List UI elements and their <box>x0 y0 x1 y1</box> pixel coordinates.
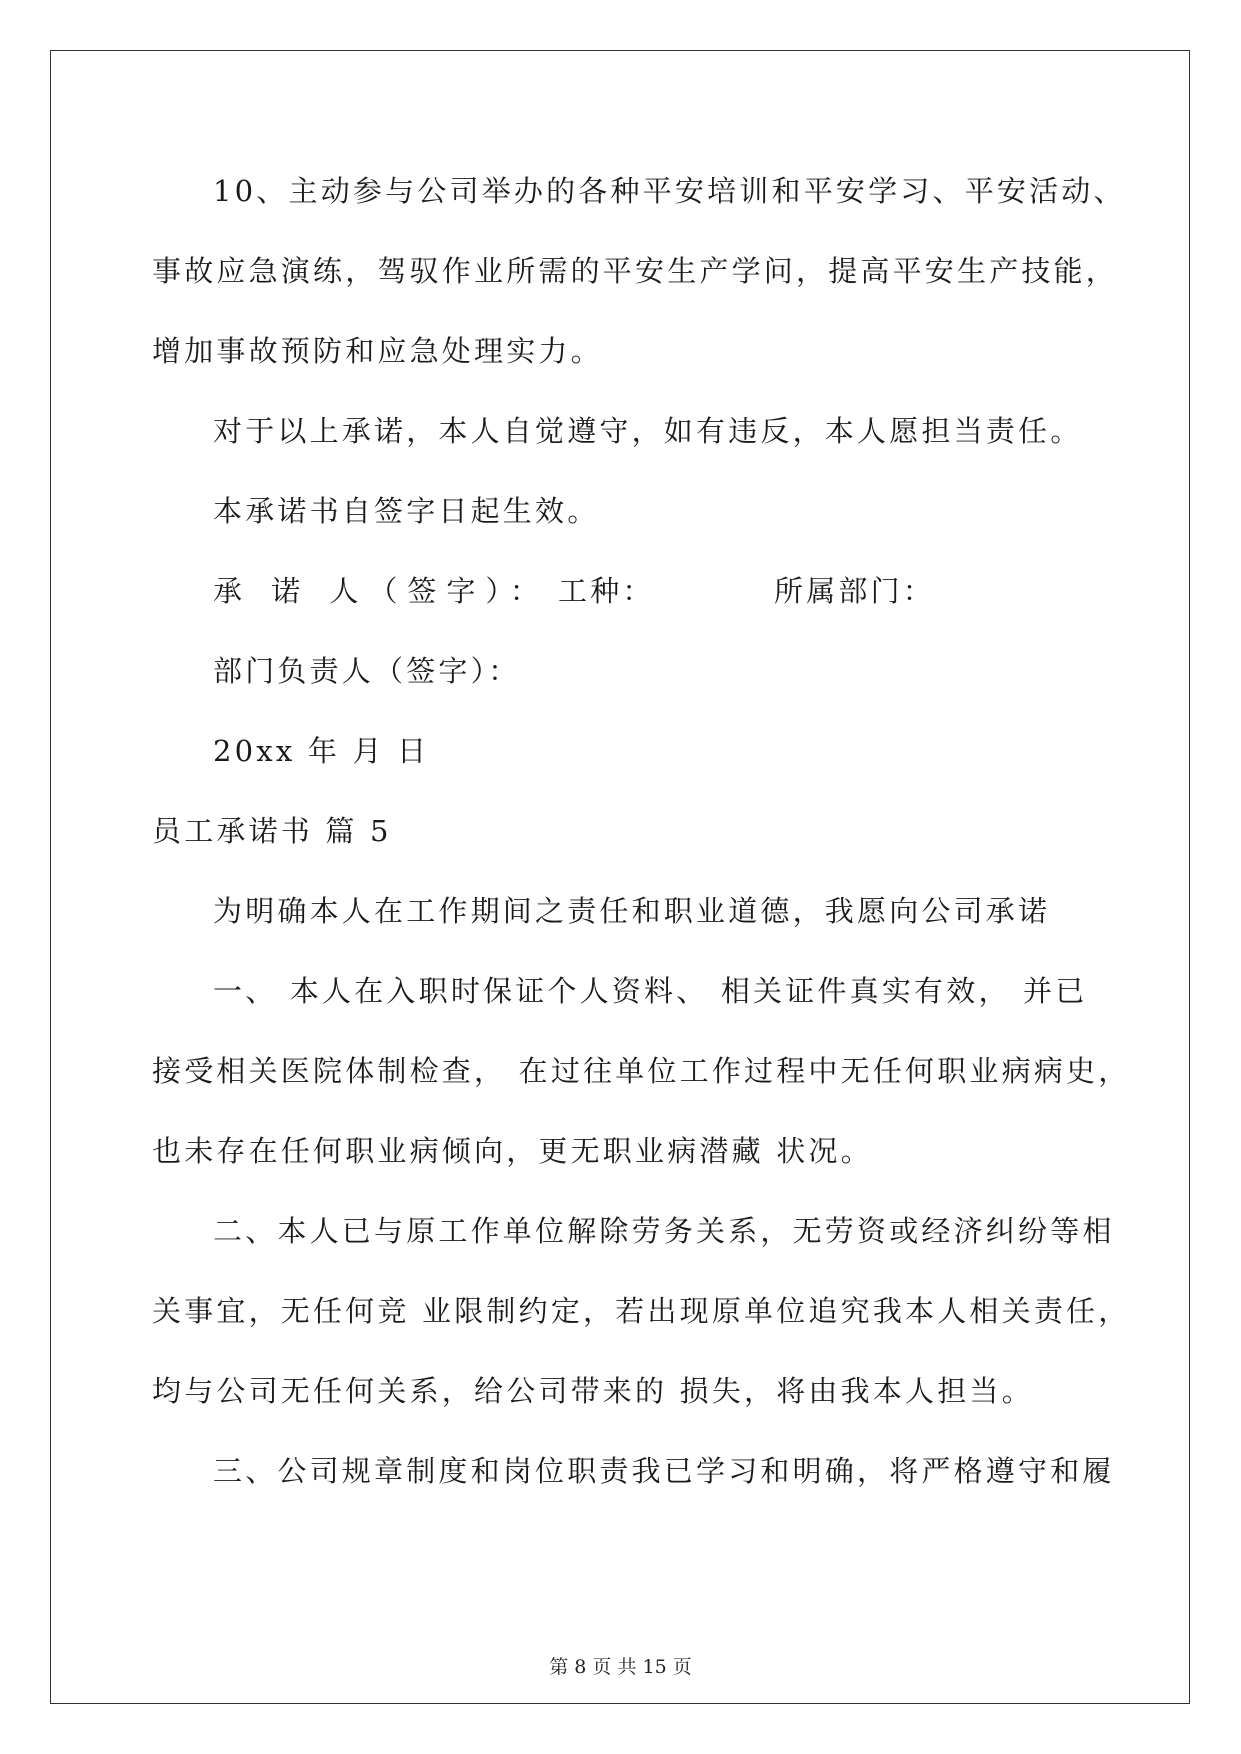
dept-head-signature-label: 部门负责人（签字）： <box>213 654 521 688</box>
page-number-footer: 第 8 页 共 15 页 <box>549 1656 692 1678</box>
paragraph-line: 也未存在任何职业病倾向，更无职业病潜藏 状况。 <box>152 1134 873 1168</box>
paragraph-line: 事故应急演练，驾驭作业所需的平安生产学问，提高平安生产技能， <box>152 254 1119 288</box>
paragraph-line: 三、公司规章制度和岗位职责我已学习和明确，将严格遵守和履 <box>213 1454 1115 1488</box>
paragraph-line: 10、主动参与公司举办的各种平安培训和平安学习、平安活动、 <box>213 174 1126 208</box>
signer-label: 承 诺 人（签字）： <box>213 574 549 608</box>
paragraph-line: 增加事故预防和应急处理实力。 <box>152 334 603 368</box>
paragraph-line: 本承诺书自签字日起生效。 <box>213 494 600 528</box>
paragraph-line: 关事宜，无任何竞 业限制约定，若出现原单位追究我本人相关责任， <box>152 1294 1131 1328</box>
date-line: 20xx 年 月 日 <box>213 734 430 768</box>
paragraph-line: 为明确本人在工作期间之责任和职业道德，我愿向公司承诺 <box>213 894 1051 928</box>
paragraph-line: 接受相关医院体制检查， 在过往单位工作过程中无任何职业病病史， <box>152 1054 1131 1088</box>
job-type-label: 工种： <box>558 574 655 608</box>
section-heading: 员工承诺书 篇 5 <box>152 814 392 848</box>
department-label: 所属部门： <box>774 574 936 608</box>
paragraph-line: 均与公司无任何关系，给公司带来的 损失，将由我本人担当。 <box>152 1374 1034 1408</box>
paragraph-line: 二、本人已与原工作单位解除劳务关系，无劳资或经济纠纷等相 <box>213 1214 1115 1248</box>
paragraph-line: 一、 本人在入职时保证个人资料、 相关证件真实有效， 并已 <box>213 974 1088 1008</box>
paragraph-line: 对于以上承诺，本人自觉遵守，如有违反，本人愿担当责任。 <box>213 414 1083 448</box>
